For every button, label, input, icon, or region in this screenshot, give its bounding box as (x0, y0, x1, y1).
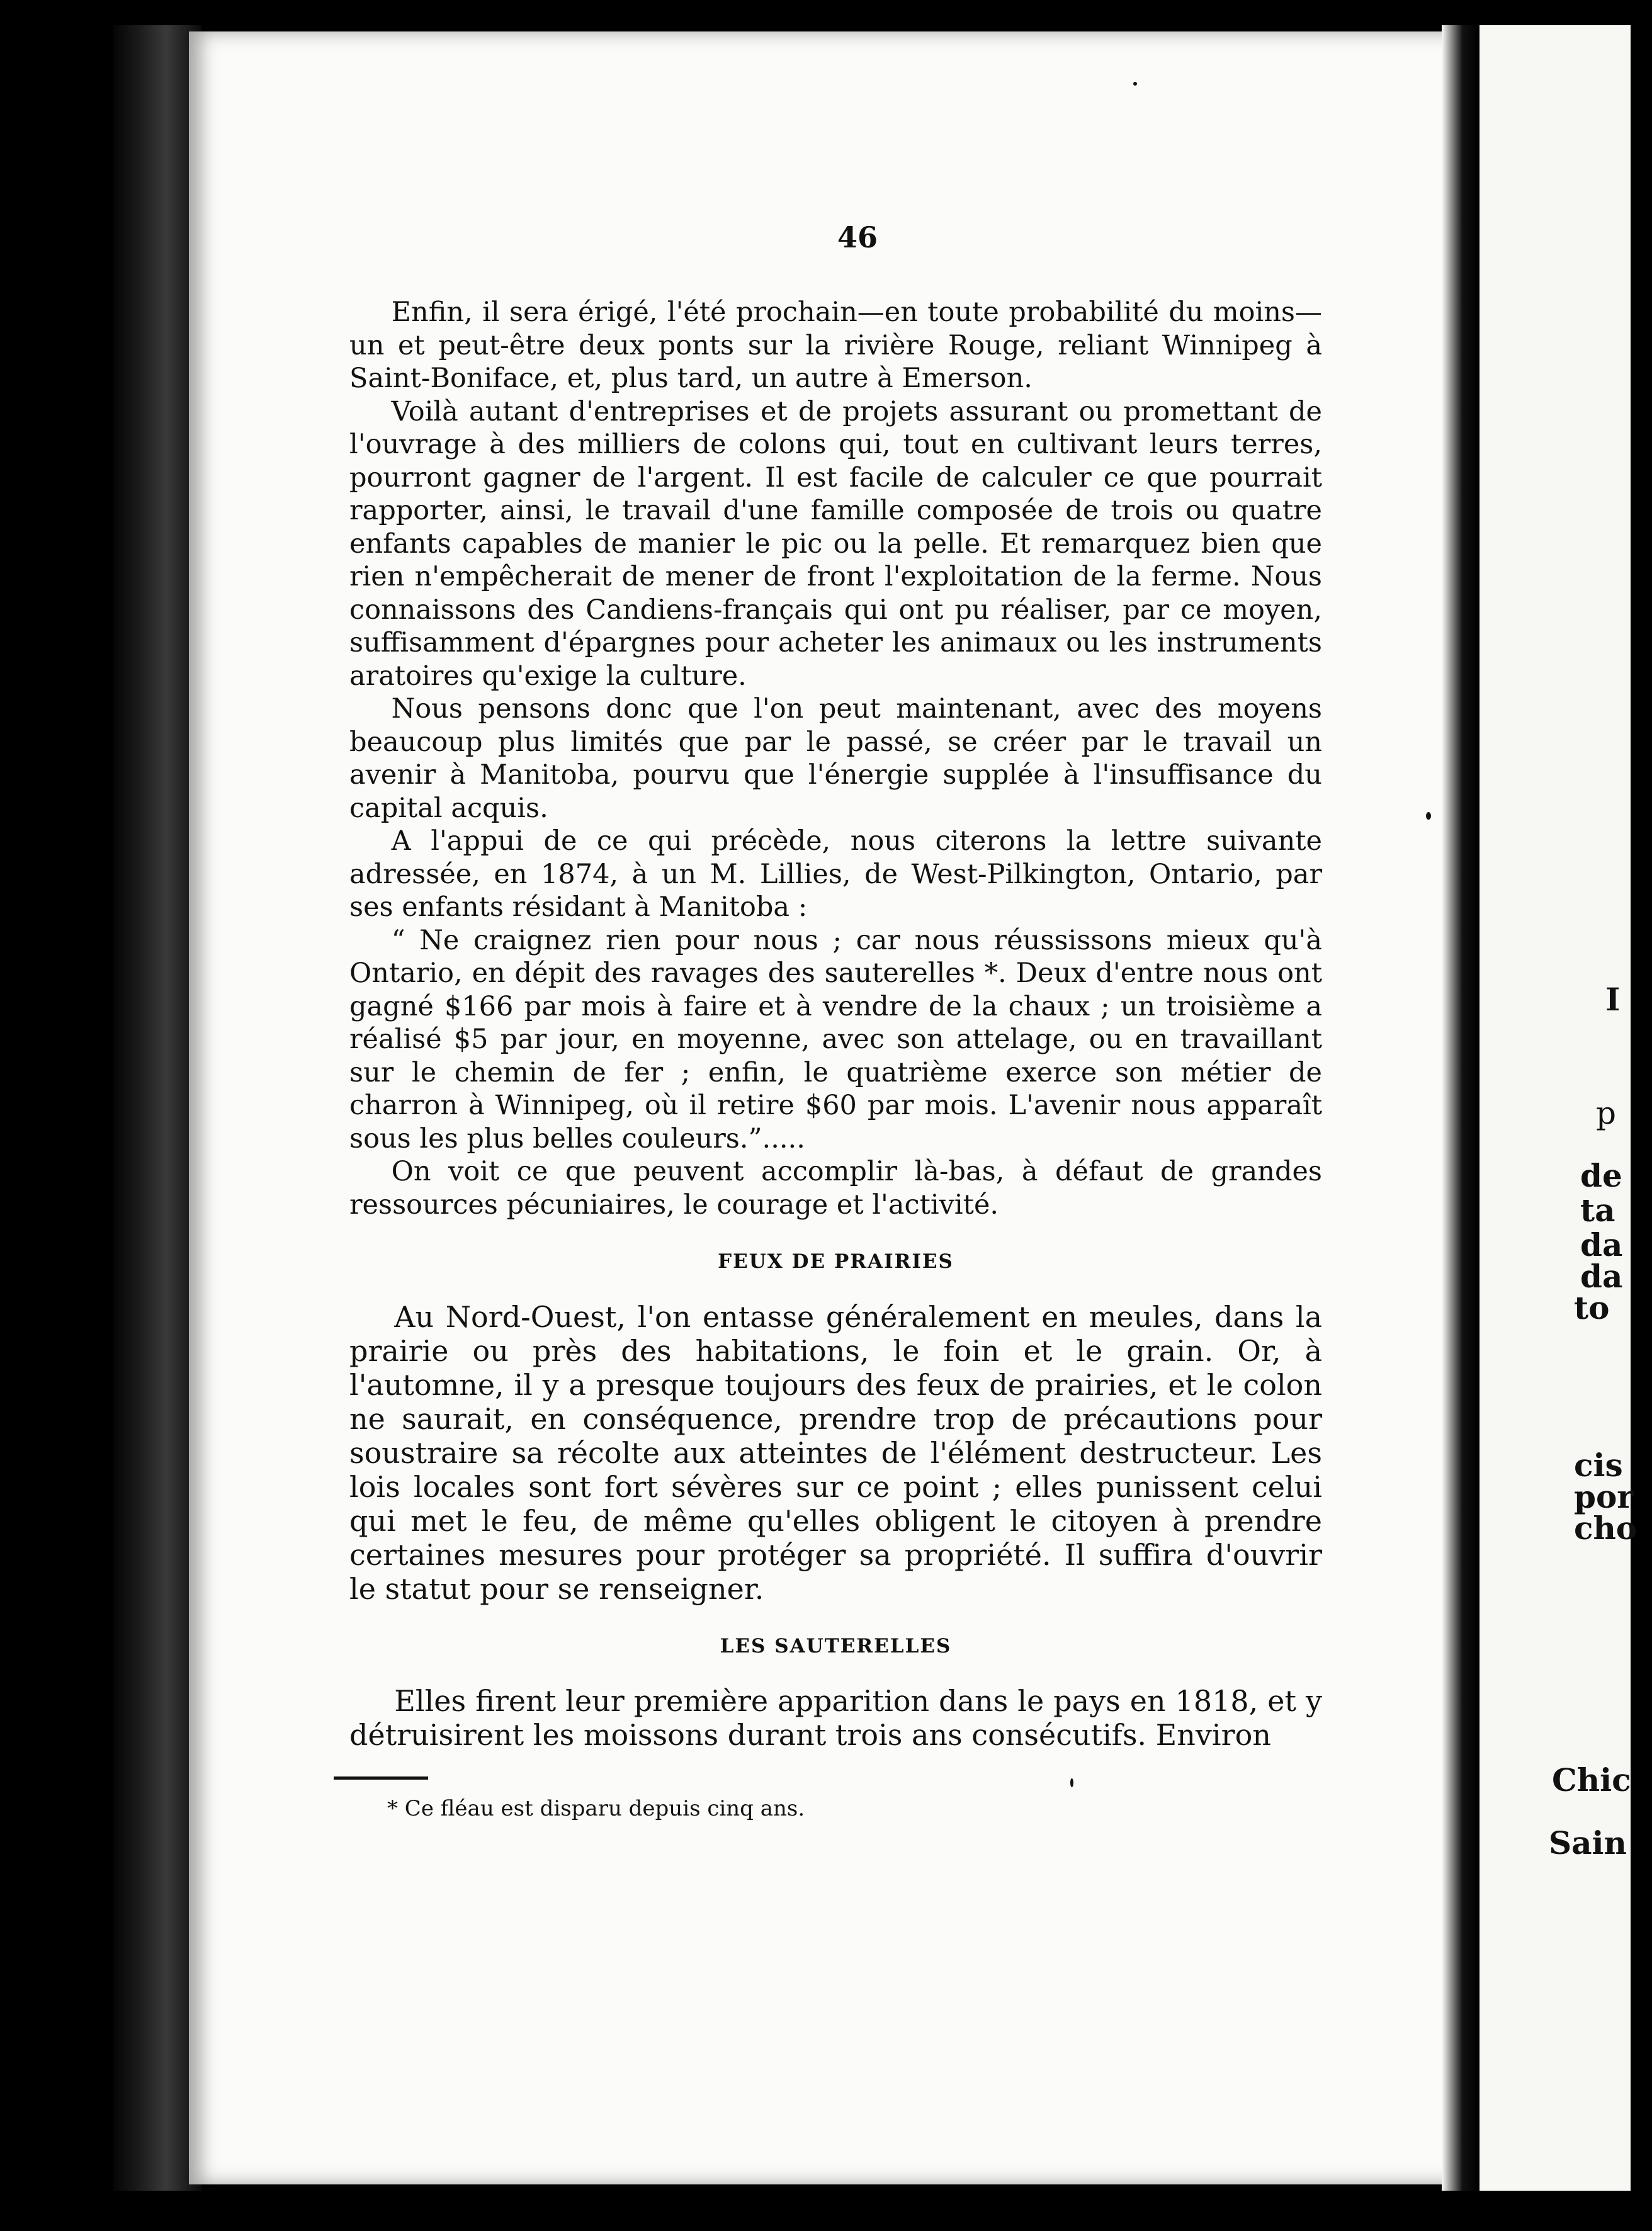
adjacent-fragment: cis (1574, 1447, 1623, 1484)
paragraph: On voit ce que peuvent accomplir là-bas, à défaut de grandes ressources pécuniaires, le courage et l'activité. (349, 1156, 1322, 1221)
page-number: 46 (837, 220, 878, 254)
adjacent-page (1479, 25, 1638, 2191)
speck (1426, 812, 1431, 820)
book-edge (113, 25, 201, 2191)
adjacent-fragment: de (1580, 1157, 1622, 1194)
section-heading-feux: FEUX DE PRAIRIES (718, 1250, 954, 1273)
paragraph-sauterelles: Elles firent leur première apparition dans le pays en 1818, et y détruisirent les moissons durant trois ans consécutifs. Environ (349, 1684, 1322, 1752)
adjacent-fragment: da (1580, 1226, 1623, 1263)
paragraph-feux: Au Nord-Ouest, l'on entasse généralement en meules, dans la prairie ou près des habitations, le foin et le grain. Or, à l'automne, il y a presque toujours des feux de prairies, et le colon ne saurait, en conséquence, prendre trop de précautions pour soustraire sa récolte aux atteintes de l'élément destructeur. Les lois locales sont fort sévères sur ce point ; elles punissent celui qui met le feu, de même qu'elles obligent le citoyen à prendre certaines mesures pour protéger sa propriété. Il suffira d'ouvrir le statut pour se renseigner. (349, 1299, 1322, 1606)
page-gutter (1442, 25, 1479, 2191)
adjacent-fragment: Sain (1549, 1824, 1627, 1861)
body-text (349, 296, 1322, 1752)
adjacent-fragment: ta (1580, 1192, 1615, 1229)
section-heading-sauterelles: LES SAUTERELLES (720, 1634, 952, 1658)
paragraph: Voilà autant d'entreprises et de projets assurant ou promettant de l'ouvrage à des milliers de colons qui, tout en cultivant leurs terres, pourront gagner de l'argent. Il est facile de calculer ce que pourrait rapporter, ainsi, le travail d'une famille composée de trois ou quatre enfants capables de manier le pic ou la pelle. Et remarquez bien que rien n'empêcherait de mener de front l'exploitation de la ferme. Nous connaissons des Candiens-français qui ont pu réaliser, par ce moyen, suffisamment d'épargnes pour acheter les animaux ou les instruments aratoires qu'exige la culture. (349, 395, 1322, 692)
adjacent-fragment: I (1605, 981, 1621, 1018)
paragraph: Enfin, il sera érigé, l'été prochain—en toute probabilité du moins—un et peut-être deux ponts sur la rivière Rouge, reliant Winnipeg à Saint-Boniface, et, plus tard, un autre à Emerson. (349, 297, 1322, 394)
footnote: * Ce fléau est disparu depuis cinq ans. (387, 1796, 805, 1821)
footnote-rule (334, 1776, 428, 1780)
adjacent-fragment: to (1574, 1289, 1610, 1326)
adjacent-fragment: Chic (1552, 1761, 1631, 1799)
speck (1070, 1778, 1073, 1787)
adjacent-fragment: p (1596, 1095, 1617, 1131)
paragraph: A l'appui de ce qui précède, nous citerons la lettre suivante adressée, en 1874, à un M. Lillies, de West-Pilkington, Ontario, par ses enfants résidant à Manitoba : (349, 825, 1322, 923)
speck (1133, 82, 1137, 86)
adjacent-fragment: da (1580, 1258, 1623, 1295)
quoted-letter: “ Ne craignez rien pour nous ; car nous réussissons mieux qu'à Ontario, en dépit des ravages des sauterelles *. Deux d'entre nous ont gagné $166 par mois à faire et à vendre de la chaux ; un troisième a réalisé $5 par jour, en moyenne, avec son attelage, ou en travaillant sur le chemin de fer ; enfin, le quatrième exerce son métier de charron à Winnipeg, où il retire $60 par mois. L'avenir nous apparaît sous les plus belles couleurs.”..... (349, 924, 1322, 1155)
adjacent-fragment: por (1574, 1478, 1634, 1515)
paragraph: Nous pensons donc que l'on peut maintenant, avec des moyens beaucoup plus limités que par le passé, se créer par le travail un avenir à Manitoba, pourvu que l'énergie supplée à l'insuffisance du capital acquis. (349, 693, 1322, 824)
adjacent-fragment: cho (1574, 1510, 1638, 1547)
